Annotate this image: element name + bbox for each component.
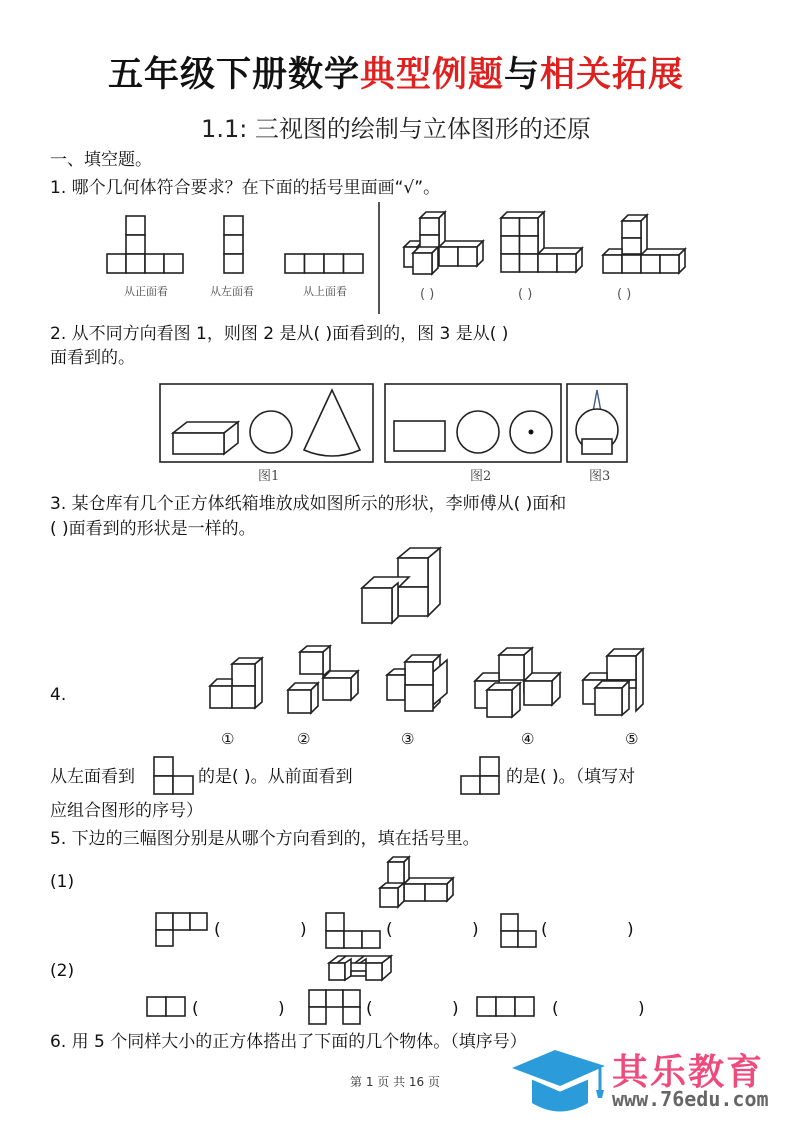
- option-label-1: ①: [221, 730, 235, 748]
- question-5-sub-2-label: (2): [50, 961, 75, 981]
- question-4-line-1b: 的是( )。从前面看到: [198, 767, 353, 787]
- option-label-2: ②: [297, 730, 311, 748]
- answer-paren-a[interactable]: ( ): [420, 287, 435, 302]
- paren-open[interactable]: (: [214, 920, 221, 940]
- question-3-line-2: ( )面看到的形状是一样的。: [50, 519, 256, 539]
- title-part-red: 典型例题: [359, 55, 504, 95]
- paren-close[interactable]: ): [638, 999, 645, 1019]
- combo-figure-3: [385, 648, 460, 718]
- question-5-text: 5. 下边的三幅图分别是从哪个方向看到的，填在括号里。: [50, 829, 480, 849]
- q5-solid-1: [380, 853, 455, 908]
- left-view-figure: [224, 215, 246, 275]
- paren-open[interactable]: (: [552, 999, 559, 1019]
- option-label-4: ④: [521, 730, 535, 748]
- document-subtitle: 1.1: 三视图的绘制与立体图形的还原: [201, 115, 591, 143]
- combo-figure-1: [210, 650, 270, 715]
- q5-solid-2: [328, 953, 400, 985]
- paren-open[interactable]: (: [366, 999, 373, 1019]
- question-2-line-1: 2. 从不同方向看图 1，则图 2 是从( )面看到的，图 3 是从( ): [50, 324, 509, 344]
- document-title: [0, 52, 792, 98]
- option-label-3: ③: [401, 730, 415, 748]
- page-number: 第 1 页 共 16 页: [350, 1075, 440, 1089]
- paren-open[interactable]: (: [192, 999, 199, 1019]
- view-label-left: 从左面看: [210, 285, 254, 298]
- figure-label-3: 图3: [589, 469, 611, 484]
- combo-figure-2: [288, 640, 360, 715]
- vertical-divider: [378, 202, 380, 314]
- q5-1-view-b: [325, 912, 383, 950]
- front-view-figure: [107, 215, 187, 275]
- paren-close[interactable]: ): [278, 999, 285, 1019]
- figure-label-1: 图1: [258, 469, 280, 484]
- figure-3-view: [567, 384, 629, 464]
- section-heading: 一、填空题。: [50, 150, 152, 170]
- title-part-red: 相关拓展: [540, 55, 685, 95]
- paren-open[interactable]: (: [386, 920, 393, 940]
- question-4-line-2: 应组合图形的序号）: [50, 801, 203, 821]
- warehouse-boxes-figure: [360, 545, 445, 625]
- paren-close[interactable]: ): [627, 920, 634, 940]
- graduation-cap-icon: [510, 1048, 610, 1118]
- answer-paren-b[interactable]: ( ): [518, 287, 533, 302]
- paren-close[interactable]: ): [452, 999, 459, 1019]
- question-3-line-1: 3. 某仓库有几个正方体纸箱堆放成如图所示的形状，李师傅从( )面和: [50, 494, 567, 514]
- view-label-front: 从正面看: [124, 285, 168, 298]
- watermark-name: 其乐教育: [612, 1052, 765, 1093]
- paren-close[interactable]: ): [300, 920, 307, 940]
- question-4-number: 4.: [50, 685, 67, 705]
- q5-2-view-b: [308, 989, 363, 1027]
- watermark-url: www.76edu.com: [612, 1087, 769, 1111]
- solid-option-c: [602, 205, 692, 275]
- question-4-line-1c: 的是( )。（填写对: [506, 767, 636, 787]
- figure-1-solids: [160, 384, 375, 464]
- q5-2-view-a: [146, 996, 188, 1018]
- title-part: 与: [504, 55, 541, 95]
- q5-1-view-c: [500, 913, 540, 949]
- figure-label-2: 图2: [470, 469, 492, 484]
- combo-figure-5: [583, 643, 648, 718]
- paren-close[interactable]: ): [472, 920, 479, 940]
- combo-figure-4: [475, 640, 565, 720]
- left-view-shape-icon: [153, 756, 195, 796]
- figure-2-views: [385, 384, 565, 464]
- q5-2-view-c: [476, 996, 538, 1018]
- paren-open[interactable]: (: [541, 920, 548, 940]
- view-label-top: 从上面看: [303, 285, 347, 298]
- question-6-text: 6. 用 5 个同样大小的正方体搭出了下面的几个物体。（填序号）: [50, 1032, 527, 1052]
- front-view-shape-icon: [460, 756, 502, 796]
- solid-option-b: [500, 205, 590, 275]
- question-4-line-1a: 从左面看到: [50, 767, 135, 787]
- title-part: 五年级下册数学: [107, 55, 360, 95]
- answer-paren-c[interactable]: ( ): [617, 287, 632, 302]
- top-view-figure: [285, 254, 365, 276]
- question-2-line-2: 面看到的。: [50, 348, 135, 368]
- option-label-5: ⑤: [625, 730, 639, 748]
- solid-option-a: [400, 205, 490, 275]
- question-1-text: 1. 哪个几何体符合要求？在下面的括号里面画“√”。: [50, 178, 441, 198]
- q5-1-view-a: [155, 912, 210, 948]
- question-5-sub-1-label: (1): [50, 872, 75, 892]
